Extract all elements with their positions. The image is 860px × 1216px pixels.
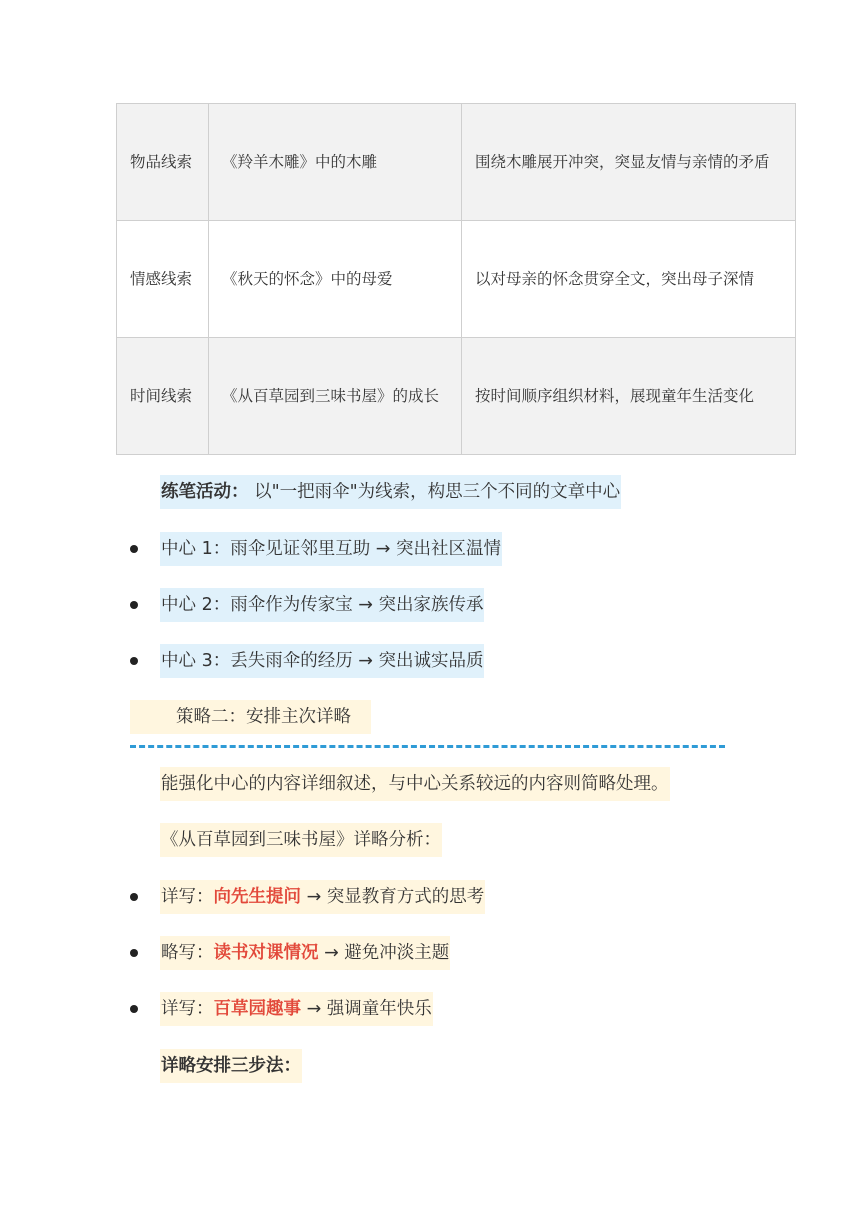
center-item-2: 中心 2：雨伞作为传家宝 → 突出家族传承 bbox=[160, 588, 484, 622]
bullet-icon bbox=[130, 1005, 138, 1013]
detail-item bbox=[160, 936, 450, 970]
detail-prefix: 详写： bbox=[161, 999, 214, 1019]
bullet-icon bbox=[130, 545, 138, 553]
detail-prefix: 略写： bbox=[161, 943, 214, 963]
detail-key: 百草园趣事 bbox=[213, 999, 301, 1019]
clue-type-cell: 时间线索 bbox=[117, 338, 209, 455]
steps-title: 详略安排三步法： bbox=[160, 1049, 302, 1083]
clue-type-cell: 物品线索 bbox=[117, 104, 209, 221]
strategy-heading: 策略二：安排主次详略 bbox=[130, 700, 371, 734]
strategy-description: 能强化中心的内容详细叙述，与中心关系较远的内容则简略处理。 bbox=[160, 767, 670, 801]
clue-effect-cell: 以对母亲的怀念贯穿全文，突出母子深情 bbox=[462, 221, 796, 338]
center-item-3: 中心 3：丢失雨伞的经历 → 突出诚实品质 bbox=[160, 644, 484, 678]
table-row bbox=[117, 338, 796, 455]
bullet-icon bbox=[130, 893, 138, 901]
activity-line bbox=[160, 475, 621, 509]
detail-key: 读书对课情况 bbox=[213, 943, 319, 963]
clue-table bbox=[116, 103, 796, 455]
detail-item bbox=[160, 992, 433, 1026]
table-row bbox=[117, 221, 796, 338]
analysis-title: 《从百草园到三味书屋》详略分析： bbox=[160, 823, 442, 857]
clue-example-cell: 《羚羊木雕》中的木雕 bbox=[209, 104, 462, 221]
detail-prefix: 详写： bbox=[161, 887, 214, 907]
clue-example-cell: 《从百草园到三味书屋》的成长 bbox=[209, 338, 462, 455]
activity-label: 练笔活动： bbox=[161, 482, 249, 502]
table-row bbox=[117, 104, 796, 221]
clue-effect-cell: 围绕木雕展开冲突，突显友情与亲情的矛盾 bbox=[462, 104, 796, 221]
detail-item bbox=[160, 880, 485, 914]
clue-effect-cell: 按时间顺序组织材料，展现童年生活变化 bbox=[462, 338, 796, 455]
detail-rest: → 强调童年快乐 bbox=[306, 999, 432, 1019]
detail-rest: → 突显教育方式的思考 bbox=[306, 887, 485, 907]
activity-text: 以"一把雨伞"为线索，构思三个不同的文章中心 bbox=[254, 482, 621, 502]
bullet-icon bbox=[130, 601, 138, 609]
dashed-divider bbox=[130, 745, 725, 748]
center-item-1: 中心 1：雨伞见证邻里互助 → 突出社区温情 bbox=[160, 532, 502, 566]
clue-example-cell: 《秋天的怀念》中的母爱 bbox=[209, 221, 462, 338]
bullet-icon bbox=[130, 657, 138, 665]
detail-key: 向先生提问 bbox=[213, 887, 301, 907]
detail-rest: → 避免冲淡主题 bbox=[324, 943, 450, 963]
bullet-icon bbox=[130, 949, 138, 957]
clue-type-cell: 情感线索 bbox=[117, 221, 209, 338]
